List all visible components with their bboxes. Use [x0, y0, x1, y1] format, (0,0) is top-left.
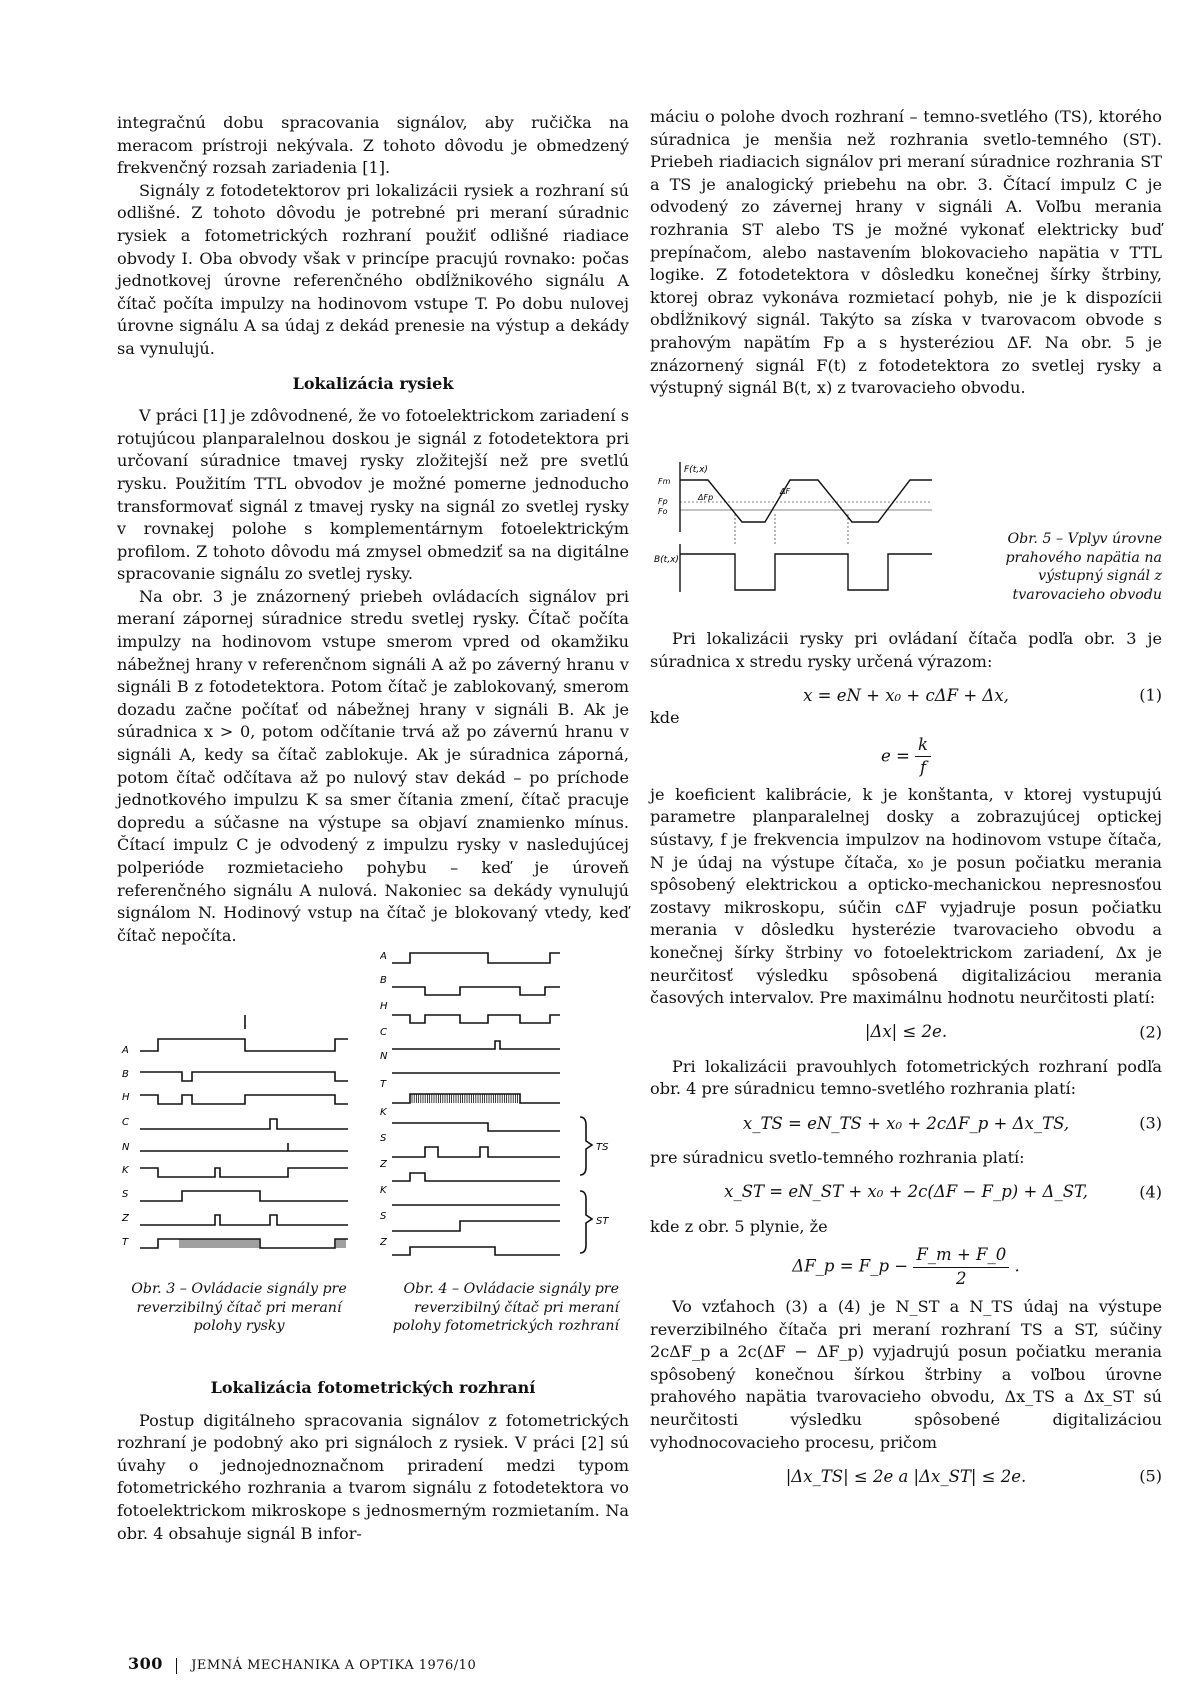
label-fp: Fp: [658, 497, 668, 506]
signal-label-t: T: [380, 1079, 387, 1090]
paragraph: kde z obr. 5 plynie, že: [650, 1216, 828, 1236]
paragraph: Vo vzťahoch (3) a (4) je N_ST a N_TS údaj na výstupe reverzibilného čítača pri meraní rozhraní TS a ST, súčiny 2cΔF_p a 2c(ΔF − ΔF_p) vyjadrujú posun počiatku merania spôsobený konečnou šírkou štrbiny a voľbou úrovne prahového napätia tvarovacieho obvodu, Δx_TS a Δx_ST sú neurčitosti výsledku spôsobené digitalizáciou vyhodnocovacieho procesu, pričom: [650, 1297, 1162, 1452]
signal-label-n: N: [380, 1051, 388, 1062]
signal-label-n: N: [122, 1142, 130, 1153]
right-column: [650, 106, 1162, 400]
paragraph: V práci [1] je zdôvodnené, že vo fotoelektrickom zariadení s rotujúcou planparalelnou doskou je signál z fotodetektora pri určovaní súradnice tmavej rysky zložitejší než pre svetlú rysku. Použitím TTL obvodov je možné pomerne jednoducho transformovať signál z tmavej rysky na signál zo svetlej rysky v rovnakej polohe s komplementárnym fotoelektrickým profilom. Z tohoto dôvodu má zmysel obmedziť sa na digitálne spracovanie signálu zo svetlej rysky.: [117, 406, 629, 584]
equation-e: e = $\frac{k}{f}$: [650, 730, 1162, 784]
signal-label-s: S: [380, 1133, 387, 1144]
page-footer: [128, 1654, 476, 1674]
paragraph: Na obr. 3 je znázornený priebeh ovládacích signálov pri meraní zápornej súradnice stredu svetlej rysky. Čítač počíta impulzy na hodinovom vstupe smerom vpred od okamžiku nábežnej hrany v referenčnom signáli A až po záverný hranu v signáli B z fotodetektora. Potom čítač je zablokovaný, smerom dozadu začne počítať od nábežnej hrany v signáli B. Ak je súradnica x > 0, potom odčítanie trvá až po závernú hranu v signáli A, kedy sa čítač zablokuje. Ak je súradnica záporná, potom čítač odčítava až po nulový stav dekád – po príchode jednotkového impulzu K sa smer čítania zmení, čítač pracuje dopredu a súčasne na výstupe sa objaví znamienko mínus. Čítací impulz C je odvodený z impulzu rysky v nasledujúcej polperióde rozmietacieho pohybu – keď je úroveň referenčného signálu A nulová. Nakoniec sa dekády vynulujú signálom N. Hodinový vstup na čítač je blokovaný vtedy, keď čítač nepočíta.: [117, 586, 629, 945]
signal-F: [680, 480, 932, 522]
signal-A: [140, 1039, 348, 1051]
brace-ts: [580, 1117, 592, 1175]
equation-3: x_TS = eN_TS + x₀ + 2cΔF_p + Δx_TS, (3): [742, 1113, 1162, 1133]
signal-label-b: B: [380, 975, 387, 986]
brace-st: [580, 1191, 592, 1253]
signal-label-a: A: [380, 951, 387, 962]
signal-B: [680, 554, 932, 590]
paragraph: máciu o polohe dvoch rozhraní – temno-svetlého (TS), ktorého súradnica je menšia než rozhrania svetlo-temného (ST). Priebeh riadiacich signálov pri meraní súradnice rozhrania ST a TS je analogický priebehu na obr. 3. Čítací impulz C je odvodený zo závernej hrany v signáli A. Voľbu merania rozhrania ST alebo TS je možné vykonať elektricky buď prepínačom, alebo nastavením blokovacieho napätia v TTL logike. Z fotodetektora v dôsledku konečnej šírky štrbiny, ktorej obraz vykonáva rozmietací pohyb, nie je k dispozícii obdĺžnikový signál. Takýto sa získa v tvarovacom obvode s prahovým napätím Fp a s hysteréziou ΔF. Na obr. 5 je znázornený signál F(t) z fotodetektora zo svetlej rysky a výstupný signál B(t, x) z tvarovacieho obvodu.: [650, 107, 1162, 398]
paragraph: Postup digitálneho spracovania signálov z fotometrických rozhraní je podobný ako pri signáloch z rysiek. V práci [2] sú úvahy o jednojednoznačnom priradení medzi typom fotometrického rozhrania a tvarom signálu z fotodetektora vo fotoelektrickom mikroskope s jednosmerným rozmietaním. Na obr. 4 obsahuje signál B infor-: [117, 1410, 629, 1543]
figure-4-timing-diagram: [380, 945, 620, 1265]
paragraph: integračnú dobu spracovania signálov, aby ručička na meracom prístroji nekývala. Z tohoto dôvodu je obmedzený frekvenčný rozsah zariadenia [1].: [117, 113, 629, 178]
equation-4: x_ST = eN_ST + x₀ + 2c(ΔF − F_p) + Δ_ST, (4): [724, 1182, 1162, 1202]
signal-H: [140, 1095, 348, 1104]
signal-label-a: A: [122, 1045, 129, 1056]
signal-S: [140, 1191, 348, 1201]
label-b: B(t,x): [654, 555, 679, 565]
right-column-lower: [650, 628, 1162, 1500]
figure-5-threshold-diagram: [650, 462, 950, 612]
section-heading: Lokalizácia fotometrických rozhraní: [210, 1378, 536, 1397]
label-f: F(t,x): [684, 465, 708, 475]
figure-3-timing-diagram: [120, 1015, 360, 1275]
signal-label-c: C: [122, 1117, 129, 1128]
signal-K1: [392, 1123, 560, 1131]
paragraph: je koeficient kalibrácie, k je konštanta, v ktorej vystupujú parametre planparalelnej dosky a zobrazujúcej optickej sústavy, f je frekvencia impulzov na hodinovom vstupe čítača, N je údaj na výstupe čítača, x₀ je posun počiatku merania spôsobený elektrickou a opticko-mechanickou nepresnosťou zostavy mikroskopu, súčin cΔF vyjadruje posun počiatku merania v dôsledku hysterézie tvarovacieho obvodu a konečnej šírky štrbiny vo fotoelektrickom zariadení, Δx je neurčitosť výsledku spôsobená digitalizáciou merania časových intervalov. Pre maximálnu hodnotu neurčitosti platí:: [650, 784, 1162, 1008]
signal-Z: [140, 1215, 348, 1225]
signal-label-s: S: [122, 1189, 129, 1200]
label-fo: Fo: [658, 507, 668, 516]
signal-Z2: [392, 1247, 560, 1255]
signal-B: [392, 987, 560, 995]
left-column: [117, 112, 629, 947]
label-dfp: ΔFp: [698, 493, 714, 502]
figure-3-caption: Obr. 3 – Ovládacie signály pre reverzibilný čítač pri meraní polohy rysky: [131, 1281, 347, 1335]
signal-label-k: K: [380, 1107, 387, 1118]
signal-label-t: T: [122, 1237, 129, 1248]
signal-label-b: B: [122, 1069, 129, 1080]
signal-label-c: C: [380, 1027, 387, 1038]
signal-label-z: Z: [380, 1237, 387, 1248]
signal-B: [140, 1072, 348, 1081]
paragraph: Pri lokalizácii rysky pri ovládaní čítača podľa obr. 3 je súradnica x stredu rysky určená výrazom:: [650, 629, 1162, 671]
paragraph: Signály z fotodetektorov pri lokalizácii rysiek a rozhraní sú odlišné. Z tohoto dôvodu je potrebné pri meraní súradnic rysiek a fotometrických rozhraní použiť odlišné riadiace obvody I. Oba obvody však v princípe pracujú rovnako: počas jednotkovej úrovne referenčného obdĺžnikového signálu A čítač počíta impulzy na hodinovom vstupe T. Po dobu nulovej úrovne signálu A sa údaj z dekád prenesie na výstup a dekády sa vynulujú.: [117, 180, 629, 358]
journal-name: JEMNÁ MECHANIKA A OPTIKA 1976/10: [191, 1658, 477, 1673]
left-column-bottom: [117, 1365, 629, 1545]
section-heading: Lokalizácia rysiek: [292, 373, 454, 393]
signal-label-h: H: [380, 1001, 388, 1012]
signal-label-h: H: [122, 1092, 130, 1103]
footer-divider: [176, 1658, 177, 1674]
signal-C: [140, 1119, 348, 1129]
paragraph: pre súradnicu svetlo-temného rozhrania platí:: [650, 1147, 1025, 1167]
brace-st-label: ST: [596, 1216, 609, 1227]
signal-label-z: Z: [380, 1159, 387, 1170]
signal-C: [392, 1041, 560, 1049]
label-df: ΔF: [780, 487, 791, 496]
signal-Z1: [392, 1173, 560, 1181]
signal-S1: [392, 1147, 560, 1157]
signal-S2: [392, 1221, 560, 1231]
equation-1: x = eN + x₀ + cΔF + Δx, (1): [803, 685, 1162, 705]
kde-label: kde: [650, 708, 680, 728]
figure-4-caption: Obr. 4 – Ovládacie signály pre reverzibilný čítač pri meraní polohy fotometrických rozhraní: [392, 1281, 619, 1335]
signal-A: [392, 953, 560, 963]
equation-6: |Δx_TS| ≤ 2e a |Δx_ST| ≤ 2e. (5): [785, 1466, 1162, 1486]
signal-K: [140, 1168, 348, 1177]
signal-label-s: S: [380, 1211, 387, 1222]
paragraph: Pri lokalizácii pravouhlych fotometrických rozhraní podľa obr. 4 pre súradnicu temno-svetlého rozhrania platí:: [650, 1056, 1162, 1099]
page-number: 300: [128, 1654, 163, 1673]
equation-2: |Δx| ≤ 2e. (2): [864, 1022, 1162, 1042]
signal-label-z: Z: [122, 1213, 129, 1224]
equation-5: ΔF_p = F_p − $\frac{F\_m + F\_0}{2}$ .: [792, 1245, 1020, 1288]
signal-label-k: K: [380, 1185, 387, 1196]
figure-5-caption: Obr. 5 – Vplyv úrovne prahového napätia na výstupný signál z tvarovacieho obvodu: [1005, 531, 1162, 603]
signal-H: [392, 1015, 560, 1023]
label-fm: Fm: [658, 477, 671, 486]
signal-label-k: K: [122, 1165, 129, 1176]
brace-ts-label: TS: [596, 1142, 609, 1153]
